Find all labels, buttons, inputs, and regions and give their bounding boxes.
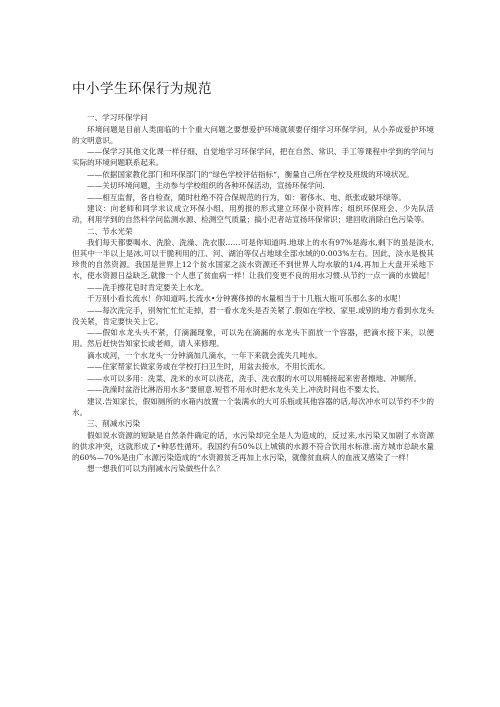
body-paragraph: ——洗手擦花皂时肯定要关上水龙。	[87, 282, 209, 292]
body-paragraph: 想一想我们可以为削减水污染做些什么？	[87, 464, 224, 473]
page-title: 中小学生环保行为规范	[72, 81, 212, 98]
body-paragraph: ——依据国家教化部门和环保部门的“绿色学校评估指标“，衡量自己所在学校及班级的环境状况。	[87, 169, 414, 179]
body-paragraph: ——洗澡时盆浴比淋浴用水多“要留意.短哲不用水时把水龙头关上,冲洗时间也不要太长。	[87, 385, 385, 394]
body-paragraph: ——水可以多用：洗菜、洗米的水可以浇花，洗手、洗衣服的水可以用桶接起来密者擦地、冲厕所。	[87, 373, 422, 383]
body-paragraph: 环境问题是目前人类面临的十个重大问题之要想爱护环境就须要仔细学习环保学问，从小养成爱护环境的文明意识。	[72, 124, 434, 145]
section-heading: 一、学习环保学问	[87, 113, 148, 122]
body-paragraph: ——每次洗完手，别匆忙忙忙走掉，君一看水龙头是否关紧了.假如在学校、家里.或别的地方看到水龙头没关紧，肯定要快关上它。	[72, 305, 434, 326]
body-paragraph: ——假如水龙头头不紧，仃滴漏现象，可以先在滴漏的水龙头下面放一个容器，把滴水接下来，以便用。然后赶快告知家长或老师，请人来修理。	[72, 328, 434, 348]
body-paragraph: ——保学习其他文化课一样仔细、自觉地学习环保学问，把在自然、常识、手工等课程中学到的学问与实际的环境问题联系起来。	[72, 147, 434, 167]
body-paragraph: 滴水成河，一个水龙头一分钟滴加几滴水，一年下来就会流失几吨水。	[87, 350, 323, 360]
body-paragraph: 千万别小看长流水！你知道吗,长流水•分钟赛侈掉的水量相当于十几瓶大瓶可乐那么多的水呢！	[87, 294, 406, 303]
body-paragraph: ——住家帮家长做家务或在学校打扫卫生时，用盆去接水，不用长流水。	[87, 362, 330, 371]
body-paragraph: ——关切环境问题，主动参与学校组织的各种环保活动，宣扬环保学问.	[87, 181, 325, 190]
section-heading: 三、削减水污染	[87, 419, 141, 428]
section-heading: 二、节水光荣	[87, 226, 133, 236]
body-paragraph: 建议.告知家长，假如厕所的水箱内放置一个装满水的大可乐瓶或其他容器的话,每次冲水可以节约不少的水。	[72, 396, 434, 417]
document-body	[72, 112, 434, 475]
body-paragraph: 建议：向老师和同学求议成立环保小组、用剪报的形式建立环保小资料库；组织环保班会、少先队活动，利用学到的自然科学问监测水源、检测空气质量；搞小汜者站宣扬环保常识；建回收消除白色污染等。	[72, 204, 434, 224]
body-paragraph: 我们每天都要喝水、洗脸、洗澡、洗衣服……可是你知道吗.地球上的水有97%是海水,剩下的虽是淡水,但其中一半以上是冰,可以干脆利用的江、河、湖泊等仅占地球全部水域的0.003%左右。因此，淡水是极其珍贵的自然资源。我国是世界上12个贫水国家之淡水资源还不到世界人均水敏的1/4,再加上大盘开采地下水，使水资源日益缺乏,就像一个人患了贫血病一样！让我们变更不良的用水习惯.从节约一点一滴的水做起！	[72, 238, 434, 280]
body-paragraph: 假如说水资源的短缺是自然条件确定的话，水污染却完全是人为造成的，反过来,水污染又加剧了水资源的供求冲突，这就形成了•种恶性循环。我国约有50%以上城镇的水源不符合饮用水标准.南方城市总缺水量的60%—70%是由广水源污染造成的“水资源贫乏再加上水污染，就像贫血病人的血液又感染了一样！	[72, 430, 434, 462]
body-paragraph: ——相互监督，各自检查，随时杜绝不符合保规范的行为，如：奢侈水、电、纸张或破坏绿等。	[87, 192, 406, 202]
